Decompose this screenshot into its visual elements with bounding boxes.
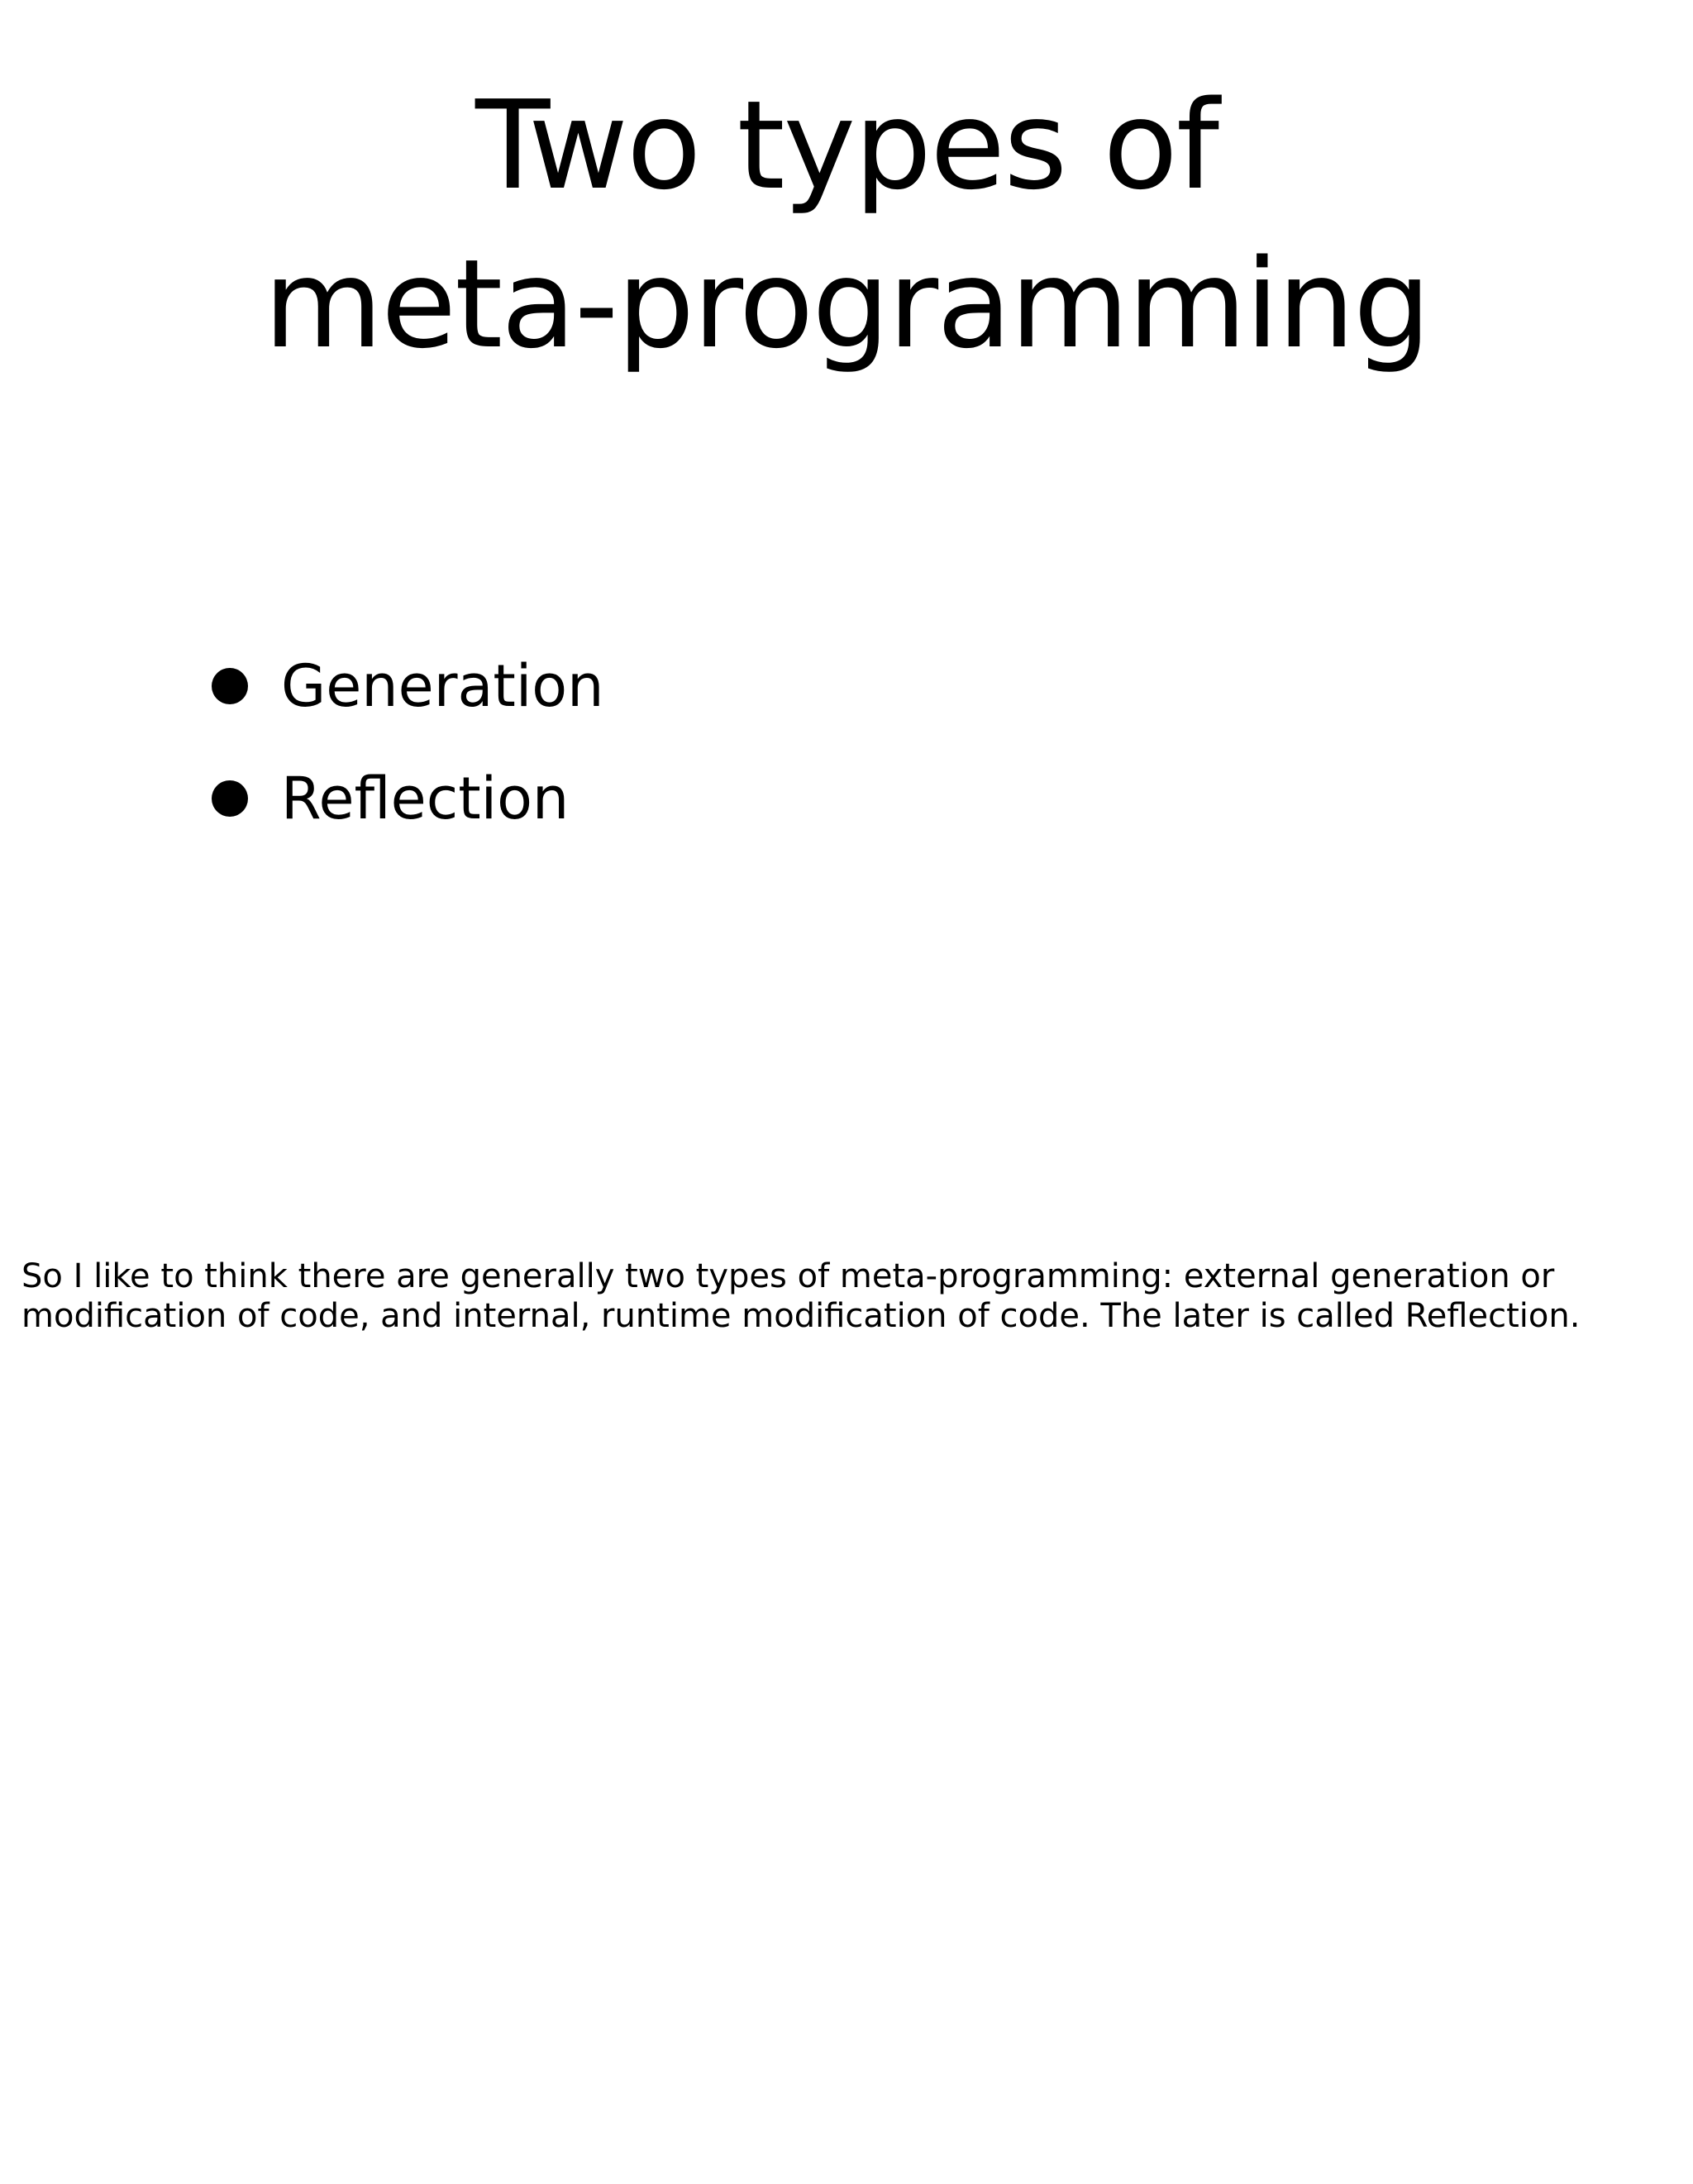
bullet-item-generation	[212, 630, 604, 742]
slide-title-line-1: Two types of	[475, 74, 1218, 217]
bullet-dot-icon	[212, 780, 248, 817]
speaker-notes	[21, 1257, 1658, 1336]
speaker-notes-line-2: modification of code, and internal, runtime modification of code. The later is called Reflection.	[21, 1297, 1581, 1335]
bullet-label: Reflection	[281, 765, 570, 832]
slide-title-line-2: meta-programming	[263, 233, 1430, 375]
slide-title	[0, 66, 1693, 384]
speaker-notes-line-1: So I like to think there are generally two types of meta-programming: external generation or	[21, 1257, 1555, 1295]
bullet-label: Generation	[281, 652, 604, 720]
bullet-dot-icon	[212, 668, 248, 704]
bullet-item-reflection	[212, 742, 604, 855]
bullet-list	[212, 630, 604, 855]
